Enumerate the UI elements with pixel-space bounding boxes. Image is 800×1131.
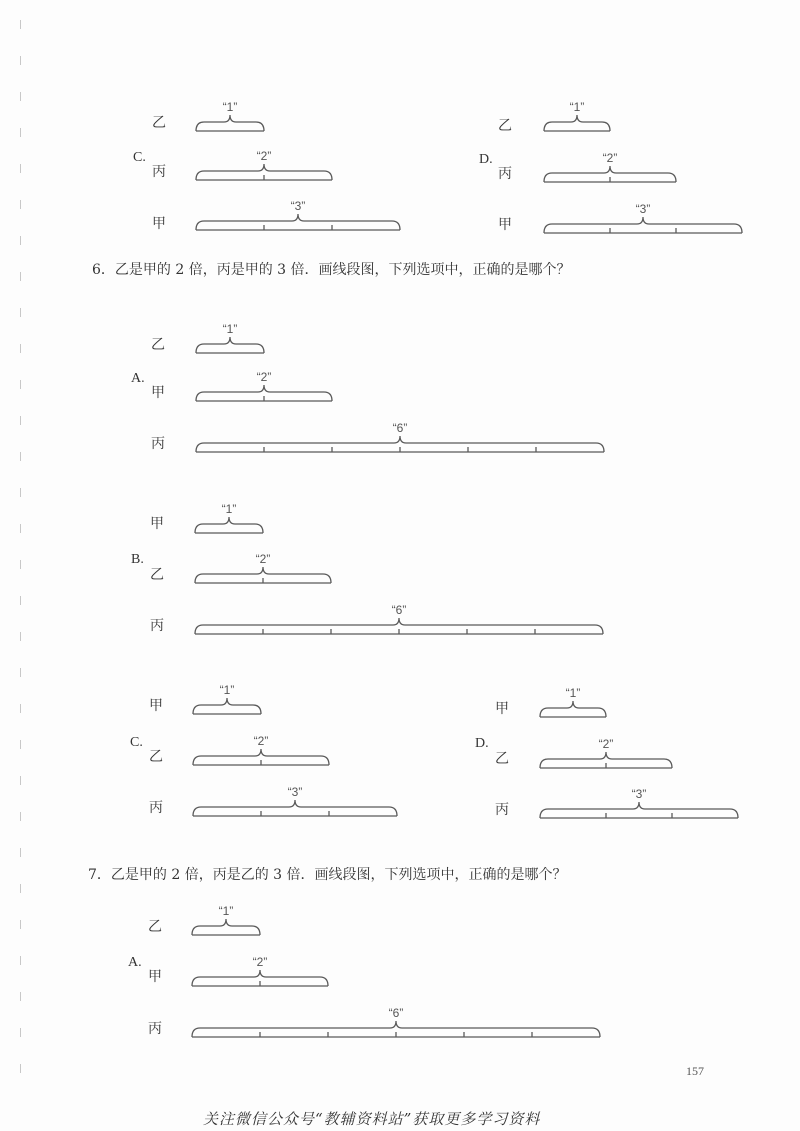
row-label: 丙: [498, 166, 512, 182]
option-label: A.: [128, 955, 142, 970]
curly-brace: [196, 337, 264, 353]
row-label: 甲: [498, 217, 512, 233]
row-label: 甲: [495, 701, 509, 717]
quantity-label: “2”: [256, 370, 272, 384]
quantity-label: “1”: [219, 683, 235, 697]
segment-row: [192, 1006, 600, 1037]
row-label: 乙: [495, 751, 509, 767]
quantity-label: “2”: [252, 955, 268, 969]
segment-row: [196, 421, 604, 452]
segment-row: [195, 502, 263, 533]
quantity-label: “1”: [222, 100, 238, 114]
segment-row: [544, 202, 742, 233]
question-7-text: 7．乙是甲的 2 倍，丙是乙的 3 倍．画线段图，下列选项中，正确的是哪个？: [88, 867, 567, 883]
row-label: 乙: [149, 749, 163, 765]
quantity-label: “2”: [602, 151, 618, 165]
quantity-label: “3”: [635, 202, 651, 216]
curly-brace: [195, 517, 263, 533]
curly-brace: [193, 800, 397, 816]
row-label: 乙: [498, 118, 512, 134]
quantity-label: “1”: [569, 100, 585, 114]
footer-note: 关注微信公众号“教辅资料站”获取更多学习资料: [203, 1110, 541, 1128]
option-label: D.: [479, 152, 493, 167]
curly-brace: [192, 919, 260, 935]
curly-brace: [193, 698, 261, 714]
page-number: 157: [686, 1064, 704, 1078]
segment-row: [196, 199, 400, 230]
row-label: 甲: [150, 516, 164, 532]
quantity-label: “2”: [253, 734, 269, 748]
segment-row: [195, 552, 331, 583]
quantity-label: “6”: [388, 1006, 404, 1020]
quantity-label: “3”: [631, 787, 647, 801]
segment-row: [192, 955, 328, 986]
quantity-label: “1”: [221, 502, 237, 516]
option-label: C.: [133, 150, 146, 165]
row-label: 丙: [148, 1021, 162, 1037]
row-label: 甲: [149, 698, 163, 714]
option-label: D.: [475, 736, 489, 751]
segment-row: [196, 370, 332, 401]
row-label: 乙: [152, 115, 166, 131]
segment-row: [196, 149, 332, 180]
quantity-label: “6”: [391, 603, 407, 617]
segment-row: [544, 151, 676, 182]
segment-row: [192, 904, 260, 935]
segment-row: [540, 686, 606, 717]
row-label: 乙: [151, 337, 165, 353]
segment-row: [195, 603, 603, 634]
segment-row: [196, 100, 264, 131]
quantity-label: “1”: [565, 686, 581, 700]
row-label: 乙: [150, 567, 164, 583]
segment-row: [540, 787, 738, 818]
row-label: 乙: [148, 919, 162, 935]
question-6-text: 6．乙是甲的 2 倍，丙是甲的 3 倍．画线段图，下列选项中，正确的是哪个？: [92, 262, 571, 278]
row-label: 丙: [150, 618, 164, 634]
segment-row: [193, 683, 261, 714]
quantity-label: “1”: [222, 322, 238, 336]
row-label: 丙: [495, 802, 509, 818]
segment-row: [193, 785, 397, 816]
segment-row: [540, 737, 672, 768]
curly-brace: [196, 214, 400, 230]
row-label: 甲: [148, 969, 162, 985]
quantity-label: “3”: [290, 199, 306, 213]
quantity-label: “2”: [255, 552, 271, 566]
quantity-label: “1”: [218, 904, 234, 918]
option-label: B.: [131, 552, 144, 567]
quantity-label: “2”: [256, 149, 272, 163]
curly-brace: [540, 701, 606, 717]
row-label: 甲: [151, 385, 165, 401]
row-label: 丙: [149, 800, 163, 816]
curly-brace: [544, 217, 742, 233]
quantity-label: “2”: [598, 737, 614, 751]
quantity-label: “3”: [287, 785, 303, 799]
option-label: C.: [130, 735, 143, 750]
quantity-label: “6”: [392, 421, 408, 435]
segment-row: [193, 734, 329, 765]
segment-row: [196, 322, 264, 353]
option-label: A.: [131, 371, 145, 386]
row-label: 甲: [152, 216, 166, 232]
curly-brace: [544, 115, 610, 131]
segment-row: [544, 100, 610, 131]
row-label: 丙: [151, 436, 165, 452]
curly-brace: [196, 115, 264, 131]
row-label: 丙: [152, 164, 166, 180]
curly-brace: [540, 802, 738, 818]
